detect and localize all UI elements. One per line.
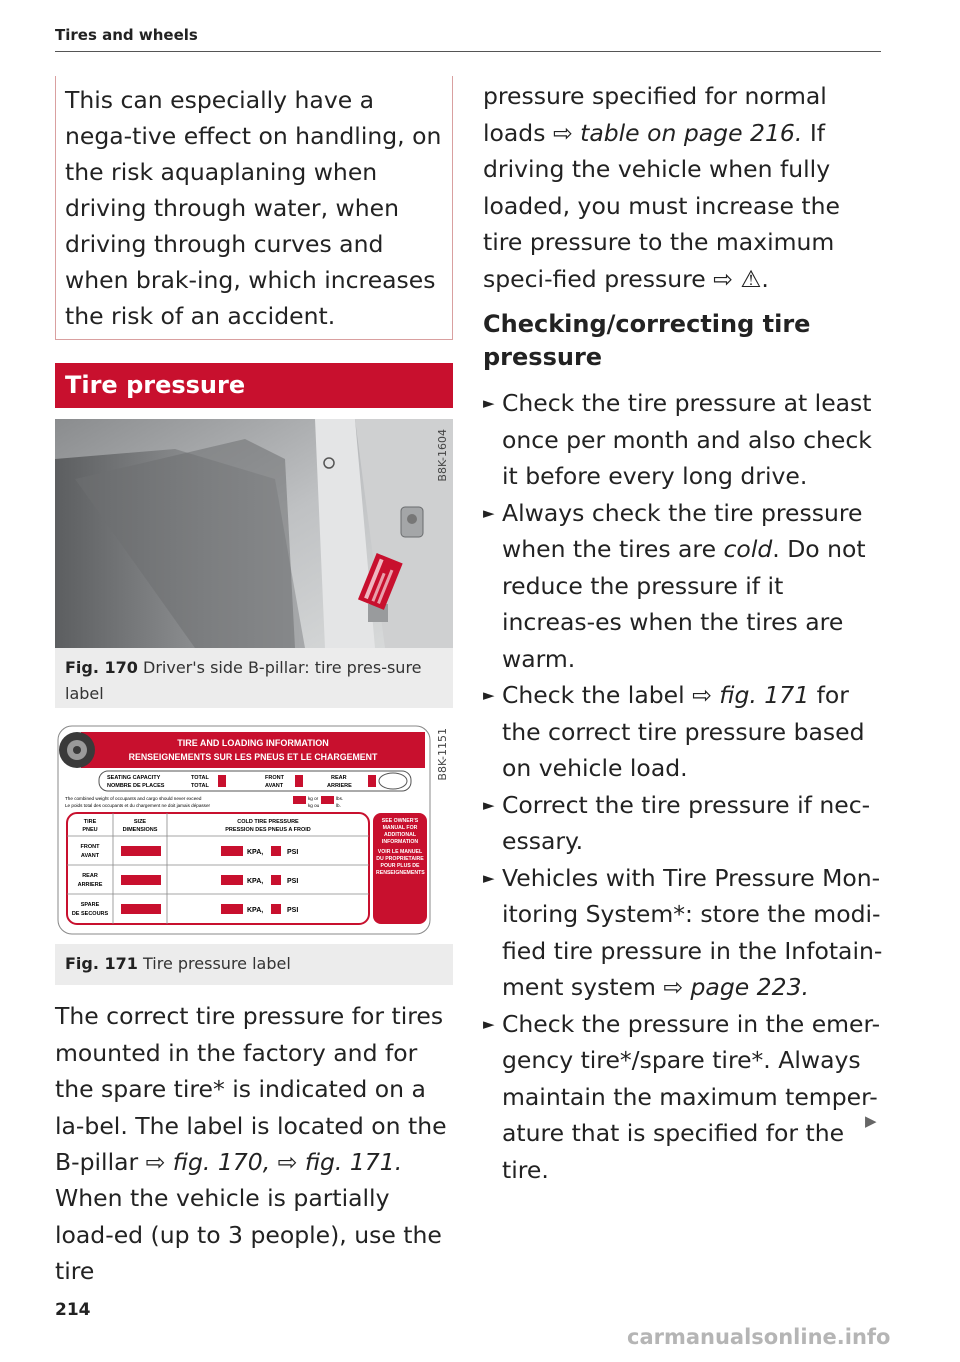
lbs-label: lbs.	[336, 796, 344, 801]
svg-text:PSI: PSI	[287, 849, 299, 856]
figure-code: B8K-1151	[436, 728, 449, 781]
bullet-arrow-icon: ►	[483, 503, 495, 522]
list-item: ► Check the tire pressure at least once per month and also check it before every long drive.	[483, 385, 883, 495]
header-rule	[55, 51, 881, 52]
section-title: Tire pressure	[55, 363, 453, 408]
bullet-arrow-icon: ►	[483, 868, 495, 887]
placard-title-fr: RENSEIGNEMENTS SUR LES PNEUS ET LE CHARGEMENT	[128, 752, 378, 762]
svg-text:REAR: REAR	[82, 873, 98, 879]
warning-link[interactable]: ⇨ ⚠.	[713, 264, 769, 293]
col-size: SIZE	[133, 819, 147, 825]
total-label: TOTAL	[191, 775, 209, 781]
see-owners-manual-note: SEE OWNER'S MANUAL FOR ADDITIONAL INFORMATION VOIR LE MANUEL DU PROPRIETAIRE POUR PLUS DE RENSEIGNEMENTS	[376, 818, 425, 876]
front-label: FRONT	[265, 775, 284, 781]
svg-text:PSI: PSI	[287, 878, 299, 885]
fig-170-link[interactable]: ⇨ fig. 170,	[145, 1148, 271, 1176]
arriere-label: ARRIERE	[327, 783, 352, 789]
figure-label: Fig. 171	[65, 954, 138, 973]
svg-text:AVANT: AVANT	[80, 853, 100, 859]
figure-171	[55, 718, 453, 985]
bullet-arrow-icon: ►	[483, 1014, 495, 1033]
col-pneu: PNEU	[82, 827, 98, 833]
svg-text:KPA,: KPA,	[247, 878, 264, 885]
bullet-arrow-icon: ►	[483, 686, 495, 704]
warning-box	[55, 76, 453, 340]
warning-text: This can especially have a nega-tive effect on handling, on the risk aquaplaning when driving through water, when driving through curves and when brak-ing, which increases the risk of an accident.	[65, 86, 442, 330]
col-pression: PRESSION DES PNEUS A FROID	[225, 827, 311, 833]
bullet-arrow-icon: ►	[483, 394, 495, 412]
svg-text:ARRIERE: ARRIERE	[77, 882, 103, 888]
col-tire: TIRE	[83, 819, 97, 825]
svg-text:DE SECOURS: DE SECOURS	[71, 911, 109, 917]
bullet-arrow-icon: ►	[483, 795, 495, 814]
svg-text:PSI: PSI	[287, 907, 299, 914]
kg-ou-label: kg ou	[308, 803, 320, 808]
list-item: ► Check the pressure in the emer-gency tire*/spare tire*. Always maintain the maximum temper-ature that is specified for the tire.	[483, 1006, 883, 1189]
list-item: ► Vehicles with Tire Pressure Mon-itoring System*: store the modi-fied tire pressure in the Infotain-ment system ⇨ page 223.	[483, 860, 883, 1006]
page-number: 214	[55, 1300, 91, 1320]
list-item: ► Check the label ⇨ fig. 171 for the correct tire pressure based on vehicle load.	[483, 677, 883, 787]
instruction-list	[483, 385, 883, 1188]
svg-text:FRONT: FRONT	[80, 844, 100, 850]
b-pillar-photo	[55, 419, 453, 648]
paragraph-partial-load: When the vehicle is partially load-ed (up to 3 people), use the tire	[55, 1184, 442, 1285]
col-cold-pressure: COLD TIRE PRESSURE	[237, 819, 299, 825]
figure-code: B8K-1604	[436, 429, 449, 482]
total-label-fr: TOTAL	[191, 783, 209, 789]
figure-170	[55, 419, 453, 708]
figure-label: Fig. 170	[65, 658, 138, 677]
watermark: carmanualsonline.info	[627, 1325, 891, 1349]
placard-title-en: TIRE AND LOADING INFORMATION	[177, 738, 329, 748]
subheading-checking: Checking/correcting tire pressure	[483, 310, 811, 371]
fig-171-link[interactable]: ⇨ fig. 171	[692, 681, 810, 709]
figure-caption-text: Tire pressure label	[143, 954, 291, 973]
figure-caption	[65, 951, 435, 977]
list-item: ► Always check the tire pressure when the tires are cold. Do not reduce the pressure if it increas-es when the tires are warm.	[483, 495, 883, 678]
list-item: ► Correct the tire pressure if nec-essary.	[483, 787, 883, 860]
lb-label: lb.	[336, 803, 341, 808]
svg-text:SPARE: SPARE	[80, 902, 100, 908]
page-header: Tires and wheels	[55, 26, 198, 44]
avant-label: AVANT	[265, 783, 284, 789]
fig-171-link[interactable]: ⇨ fig. 171.	[277, 1148, 403, 1176]
svg-text:KPA,: KPA,	[247, 849, 264, 856]
page-223-link[interactable]: ⇨ page 223.	[663, 973, 810, 1001]
paragraph-normal-loads: pressure specified for normal loads ⇨ table on page 216. If driving the vehicle when fully loaded, you must increase the tire pressure to the maximum speci-fied pressure ⇨ ⚠.	[483, 82, 840, 293]
combined-weight-fr: Le poids total des occupants et du chargement ne doit jamais dépasser	[65, 803, 211, 808]
col-dimensions: DIMENSIONS	[122, 827, 158, 833]
continue-arrow-icon: ▶	[865, 1112, 877, 1130]
kg-or-label: kg or	[308, 796, 319, 801]
svg-text:KPA,: KPA,	[247, 907, 264, 914]
seating-capacity-label: SEATING CAPACITY	[107, 775, 161, 781]
combined-weight-en: The combined weight of occupants and cargo should never exceed	[65, 796, 202, 801]
figure-caption	[65, 655, 435, 707]
paragraph-label-location: The correct tire pressure for tires mounted in the factory and for the spare tire* is indicated on a la-bel. The label is located on the B-pillar ⇨ fig. 170, ⇨ fig. 171.	[55, 1002, 447, 1176]
seating-capacity-label-fr: NOMBRE DE PLACES	[107, 783, 165, 789]
rear-label: REAR	[331, 775, 347, 781]
figure-caption-text: Driver's side B-pillar: tire pres-sure label	[65, 658, 422, 703]
table-page-216-link[interactable]: ⇨ table on page 216.	[552, 118, 803, 147]
